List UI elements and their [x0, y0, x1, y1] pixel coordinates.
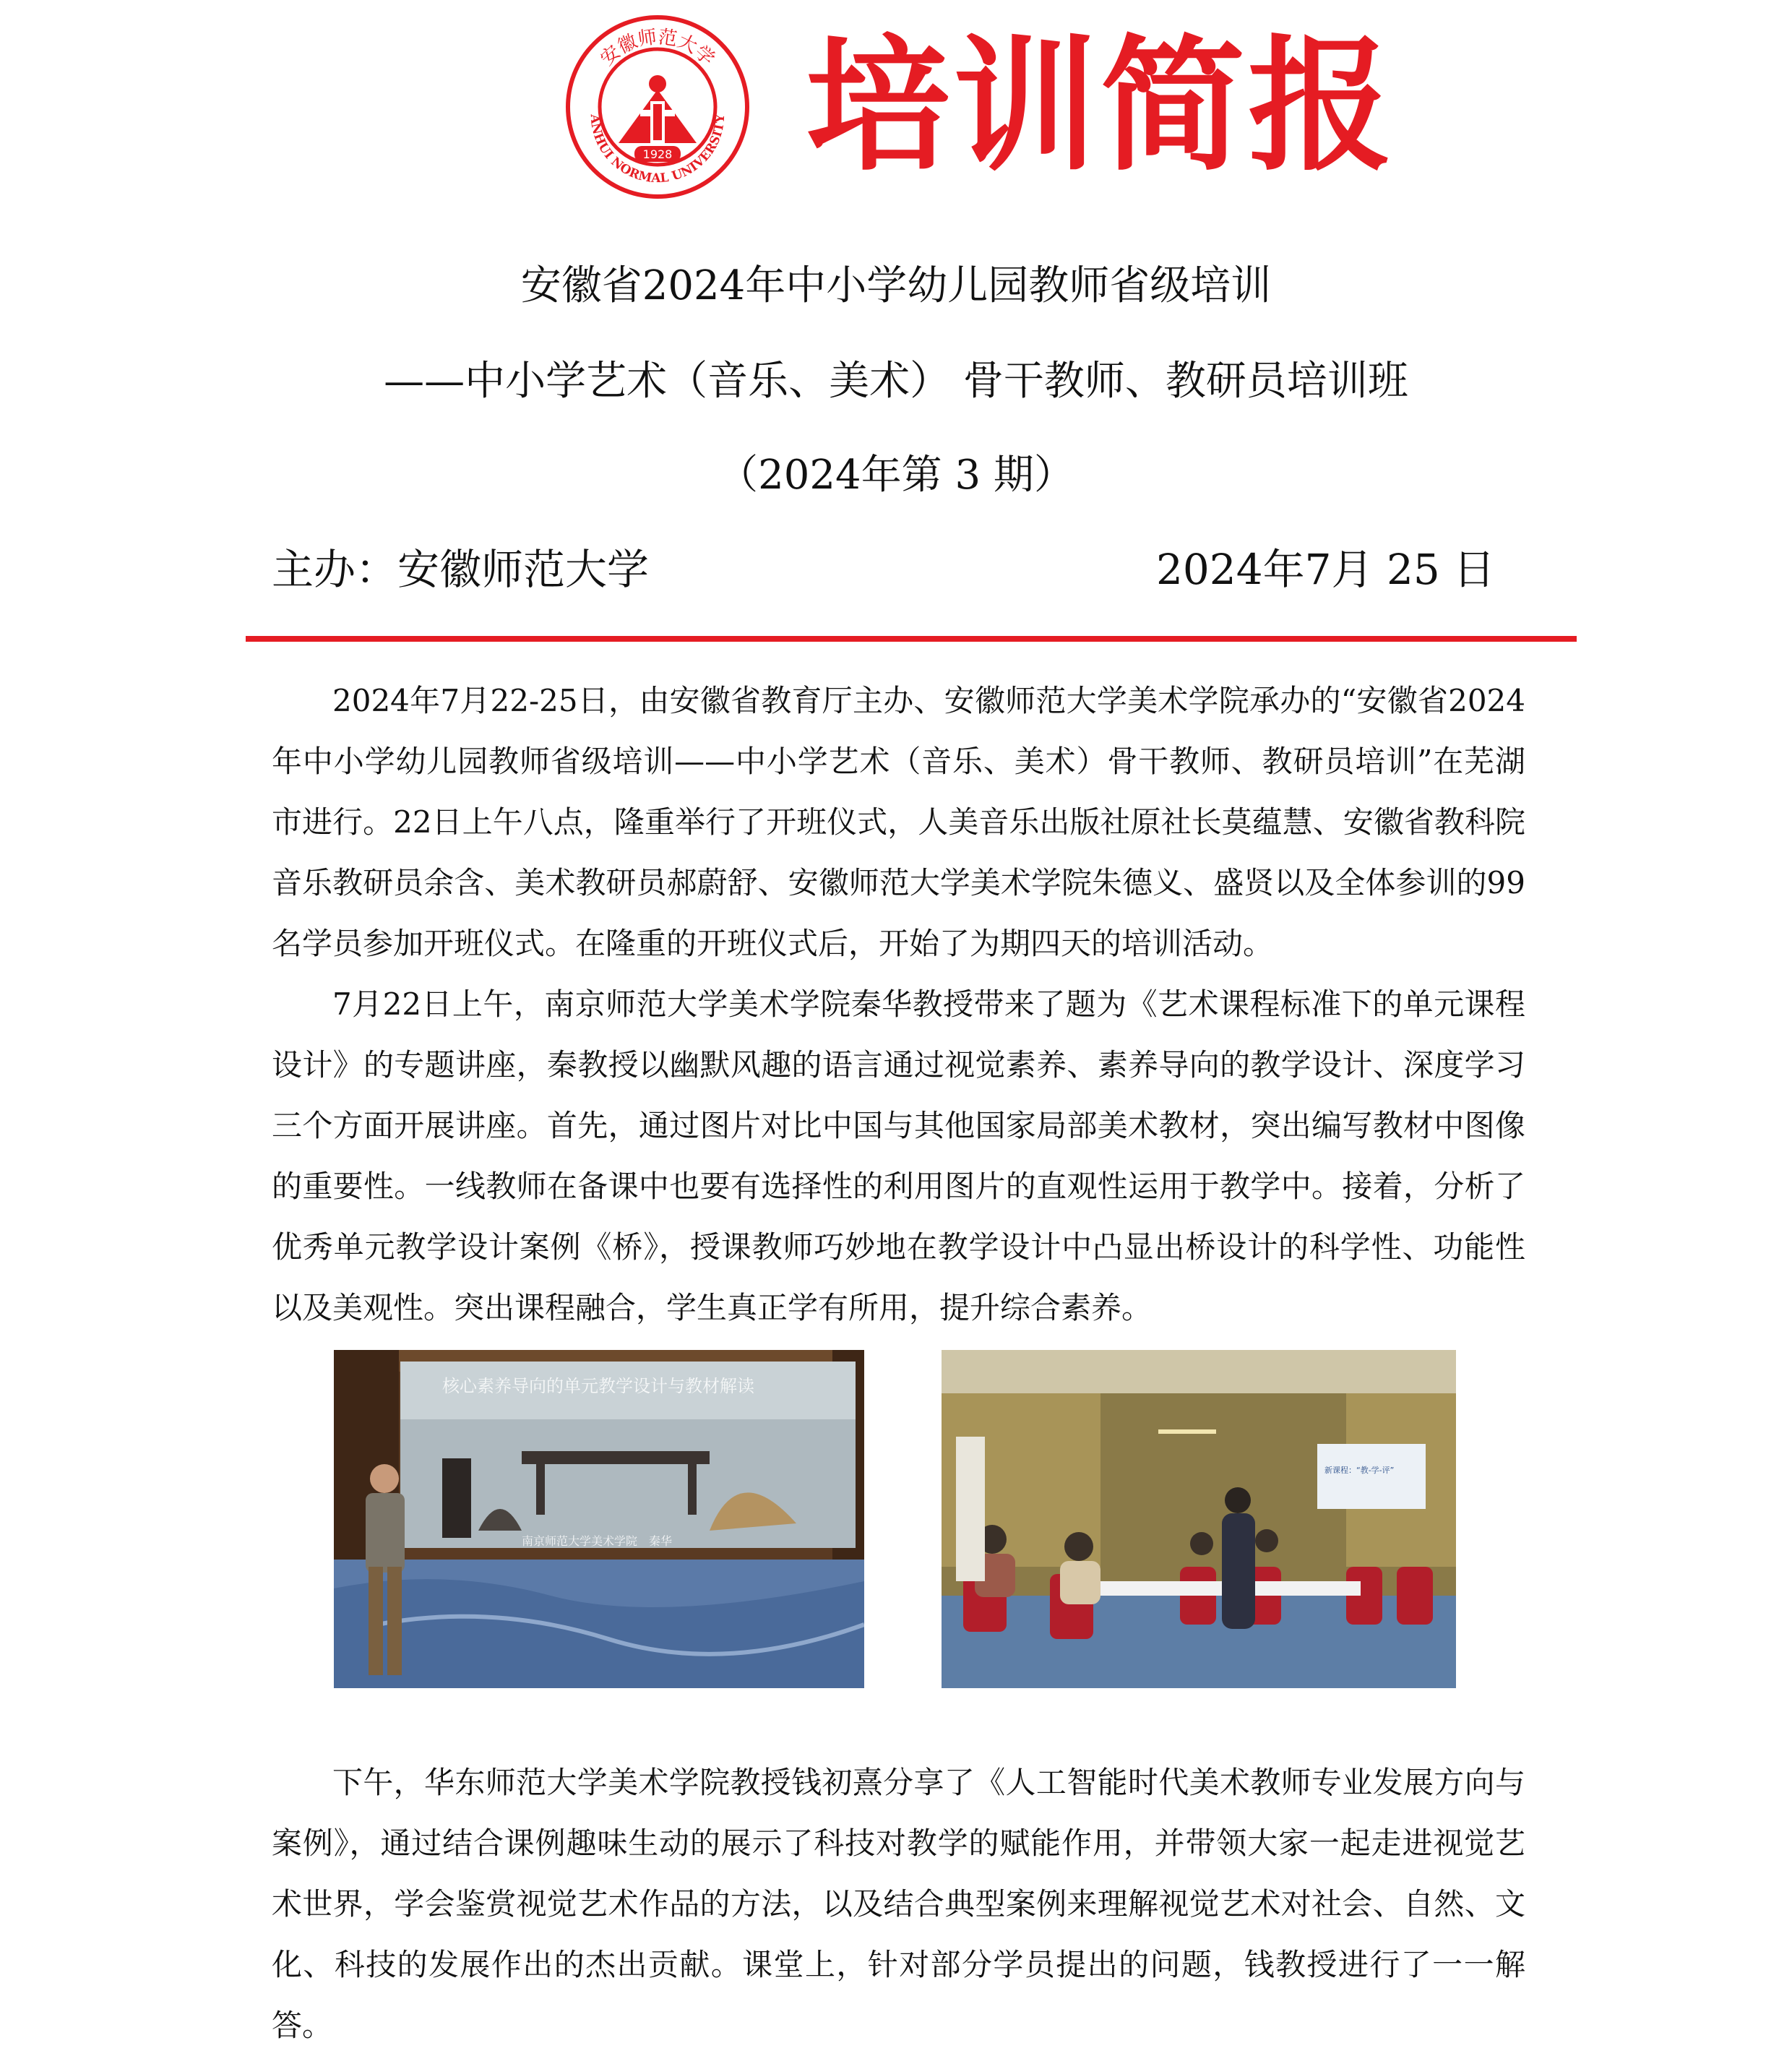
- title-line-2: ——中小学艺术（音乐、美术） 骨干教师、教研员培训班: [384, 358, 1408, 405]
- paragraph-afternoon-lecture: 下午，华东师范大学美术学院教授钱初熹分享了《人工智能时代美术教师专业发展方向与案例》，通过结合课例趣味生动的展示了科技对教学的赋能作用，并带领大家一起走进视觉艺术世界，学会鉴赏视觉艺术作品的方法，以及结合典型案例来理解视觉艺术对社会、自然、文化、科技的发展作出的杰出贡献。课堂上，针对部分学员提出的问题，钱教授进行了一一解答。: [272, 1765, 1525, 2043]
- paragraph-morning-lecture: 7月22日上午，南京师范大学美术学院秦华教授带来了题为《艺术课程标准下的单元课程设计》的专题讲座，秦教授以幽默风趣的语言通过视觉素养、素养导向的教学设计、深度学习三个方面开展讲座。首先，通过图片对比中国与其他国家局部美术教材，突出编写教材中图像的重要性。一线教师在备课中也要有选择性的利用图片的直观性运用于教学中。接着，分析了优秀单元教学设计案例《桥》，授课教师巧妙地在教学设计中凸显出桥设计的科学性、功能性以及美观性。突出课程融合，学生真正学有所用，提升综合素养。: [272, 986, 1525, 1325]
- title-line-1: 安徽省2024年中小学幼儿园教师省级培训: [520, 262, 1272, 309]
- logo-year: 1928: [642, 147, 673, 161]
- issue-date: 2024年7月 25 日: [1156, 545, 1496, 594]
- photo-classroom: [942, 1350, 1456, 1688]
- header-divider: [246, 636, 1577, 642]
- issue-number: （2024年第 3 期）: [718, 452, 1074, 499]
- university-logo: [565, 14, 750, 199]
- logo-ring-text-bottom: ANHUI NORMAL UNIVERSITY: [587, 113, 728, 186]
- photo1-screen-caption: 南京师范大学美术学院 秦华: [522, 1534, 673, 1548]
- logo-ring-text-top: 安徽师范大学: [596, 26, 719, 70]
- photo-lecture-morning: [334, 1350, 864, 1688]
- host-organizer: 主办：安徽师范大学: [272, 545, 650, 594]
- paragraph-opening: 2024年7月22-25日，由安徽省教育厅主办、安徽师范大学美术学院承办的“安徽省2024年中小学幼儿园教师省级培训——中小学艺术（音乐、美术）骨干教师、教研员培训”在芜湖市进行。22日上午八点，隆重举行了开班仪式，人美音乐出版社原社长莫蕴慧、安徽省教科院音乐教研员余含、美术教研员郝蔚舒、安徽师范大学美术学院朱德义、盛贤以及全体参训的99名学员参加开班仪式。在隆重的开班仪式后，开始了为期四天的培训活动。: [272, 683, 1525, 961]
- photo1-screen-title: 核心素养导向的单元教学设计与教材解读: [442, 1376, 754, 1396]
- logo-emblem: [619, 75, 697, 143]
- masthead-title: 培训简报: [806, 22, 1396, 191]
- photo2-screen-text: 新课程：“教-学-评”: [1324, 1466, 1395, 1475]
